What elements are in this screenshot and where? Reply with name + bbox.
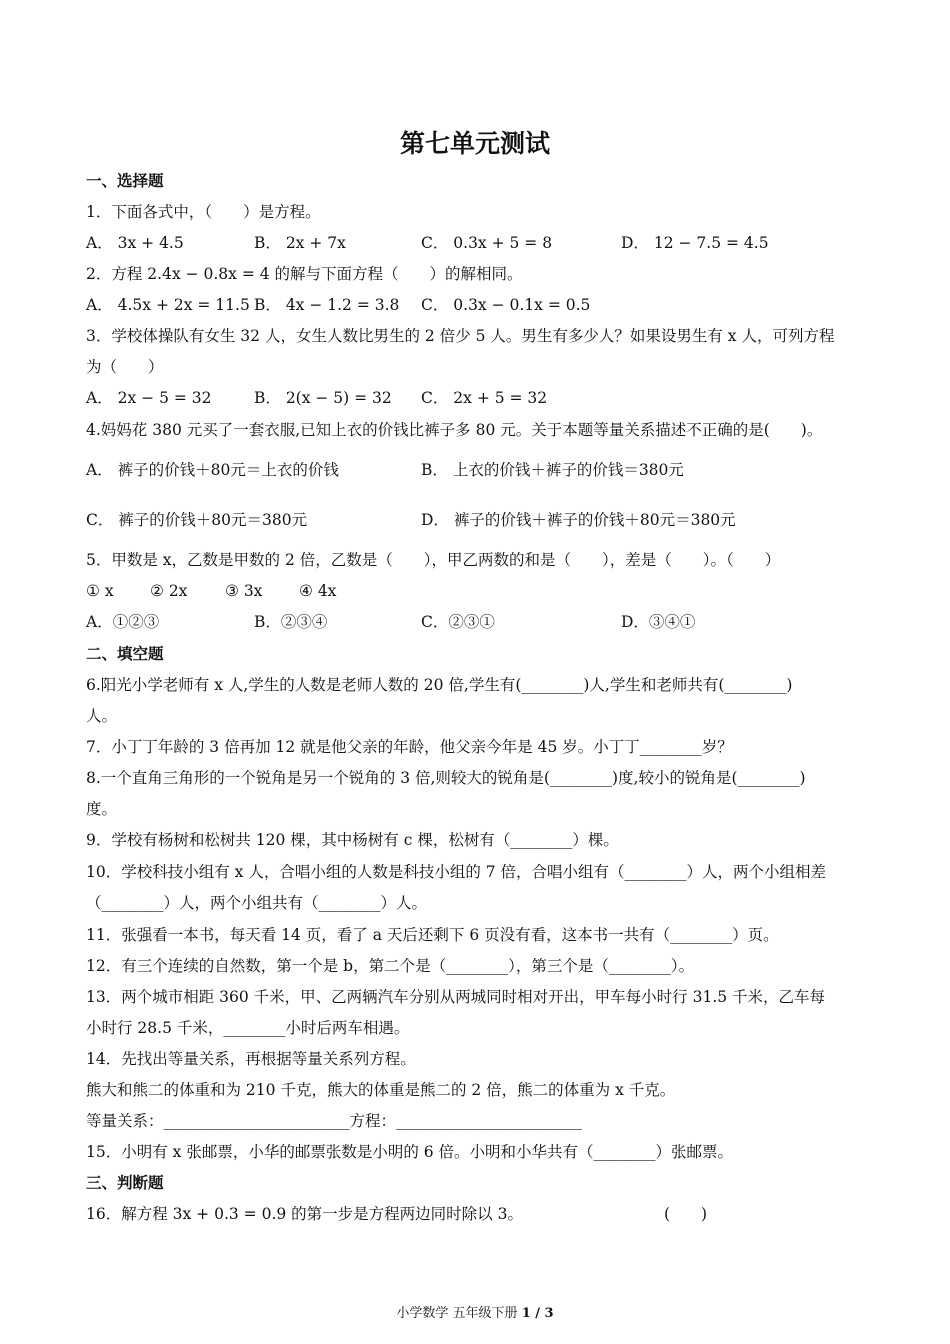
q4-option-d: D． 裤子的价钱＋裤子的价钱＋80元＝380元: [421, 511, 736, 529]
q2-option-a: A． 4.5x + 2x = 11.5: [86, 296, 250, 314]
question-2: 2．方程 2.4x − 0.8x = 4 的解与下面方程（ ）的解相同。: [86, 265, 523, 283]
q5-choice-4: ④ 4x: [299, 582, 337, 600]
q5-option-a: A．①②③: [86, 613, 160, 631]
q4-option-a: A． 裤子的价钱＋80元＝上衣的价钱: [86, 461, 339, 479]
question-5: 5．甲数是 x，乙数是甲数的 2 倍，乙数是（ ），甲乙两数的和是（ ），差是（ ）。（ ）: [86, 551, 781, 569]
q16-answer-bracket: ( ): [664, 1205, 708, 1223]
q5-option-c: C．②③①: [421, 613, 495, 631]
question-14-line-3: 等量关系：________________________方程：________________________: [86, 1112, 583, 1130]
q4-option-c: C． 裤子的价钱＋80元＝380元: [86, 511, 308, 529]
q5-choice-2: ② 2x: [150, 582, 188, 600]
question-14-line-2: 熊大和熊二的体重和为 210 千克，熊大的体重是熊二的 2 倍，熊二的体重为 x 千克。: [86, 1081, 676, 1099]
q2-option-b: B． 4x − 1.2 = 3.8: [254, 296, 400, 314]
q1-option-c: C． 0.3x + 5 = 8: [421, 234, 553, 252]
footer-label: 小学数学 五年级下册: [396, 1306, 518, 1321]
question-1: 1．下面各式中，（ ）是方程。: [86, 203, 321, 221]
question-13-line-1: 13．两个城市相距 360 千米，甲、乙两辆汽车分别从两城同时相对开出，甲车每小时行 31.5 千米，乙车每: [86, 988, 826, 1006]
question-14-line-1: 14．先找出等量关系，再根据等量关系列方程。: [86, 1050, 416, 1068]
q5-option-d: D．③④①: [621, 613, 696, 631]
question-9: 9．学校有杨树和松树共 120 棵，其中杨树有 c 棵，松树有（________）棵。: [86, 831, 619, 849]
question-11: 11．张强看一本书，每天看 14 页，看了 a 天后还剩下 6 页没有看，这本书一共有（________）页。: [86, 926, 779, 944]
question-8-line-1: 8.一个直角三角形的一个锐角是另一个锐角的 3 倍,则较大的锐角是(________)度,较小的锐角是(________): [86, 769, 806, 787]
q5-choice-3: ③ 3x: [225, 582, 263, 600]
q5-option-b: B．②③④: [254, 613, 328, 631]
page-footer: [0, 1302, 950, 1321]
section-heading-judge: 三、判断题: [86, 1174, 164, 1192]
question-13-line-2: 小时行 28.5 千米，________小时后两车相遇。: [86, 1019, 410, 1037]
question-15: 15．小明有 x 张邮票，小华的邮票张数是小明的 6 倍。小明和小华共有（________）张邮票。: [86, 1143, 734, 1161]
q4-option-b: B． 上衣的价钱＋裤子的价钱＝380元: [421, 461, 684, 479]
q3-option-a: A． 2x − 5 = 32: [86, 389, 212, 407]
question-10-line-2: （________）人，两个小组共有（________）人。: [86, 894, 428, 912]
section-heading-fill: 二、填空题: [86, 645, 164, 663]
question-16: 16．解方程 3x + 0.3 = 0.9 的第一步是方程两边同时除以 3。: [86, 1205, 523, 1223]
question-6-line-1: 6.阳光小学老师有 x 人,学生的人数是老师人数的 20 倍,学生有(________)人,学生和老师共有(________): [86, 676, 793, 694]
q3-option-b: B． 2(x − 5) = 32: [254, 389, 392, 407]
question-3-line-2: 为（ ）: [86, 358, 164, 376]
question-12: 12．有三个连续的自然数，第一个是 b，第二个是（________），第三个是（________）。: [86, 957, 695, 975]
question-7: 7．小丁丁年龄的 3 倍再加 12 就是他父亲的年龄，他父亲今年是 45 岁。小丁丁________岁？: [86, 738, 733, 756]
question-10-line-1: 10．学校科技小组有 x 人，合唱小组的人数是科技小组的 7 倍，合唱小组有（________）人，两个小组相差: [86, 863, 827, 881]
page-title: 第七单元测试: [399, 129, 550, 158]
q3-option-c: C． 2x + 5 = 32: [421, 389, 548, 407]
q5-choice-1: ① x: [86, 582, 114, 600]
question-3-line-1: 3．学校体操队有女生 32 人，女生人数比男生的 2 倍少 5 人。男生有多少人？如果设男生有 x 人，可列方程: [86, 327, 835, 345]
q1-option-a: A． 3x + 4.5: [86, 234, 184, 252]
question-8-line-2: 度。: [86, 800, 118, 818]
q2-option-c: C． 0.3x − 0.1x = 0.5: [421, 296, 591, 314]
footer-page-number: 1 / 3: [521, 1306, 554, 1321]
q1-option-b: B． 2x + 7x: [254, 234, 346, 252]
question-6-line-2: 人。: [86, 707, 118, 725]
question-4: 4.妈妈花 380 元买了一套衣服,已知上衣的价钱比裤子多 80 元。关于本题等量关系描述不正确的是( )。: [86, 421, 823, 439]
q1-option-d: D． 12 − 7.5 = 4.5: [621, 234, 769, 252]
section-heading-choice: 一、选择题: [86, 172, 164, 190]
